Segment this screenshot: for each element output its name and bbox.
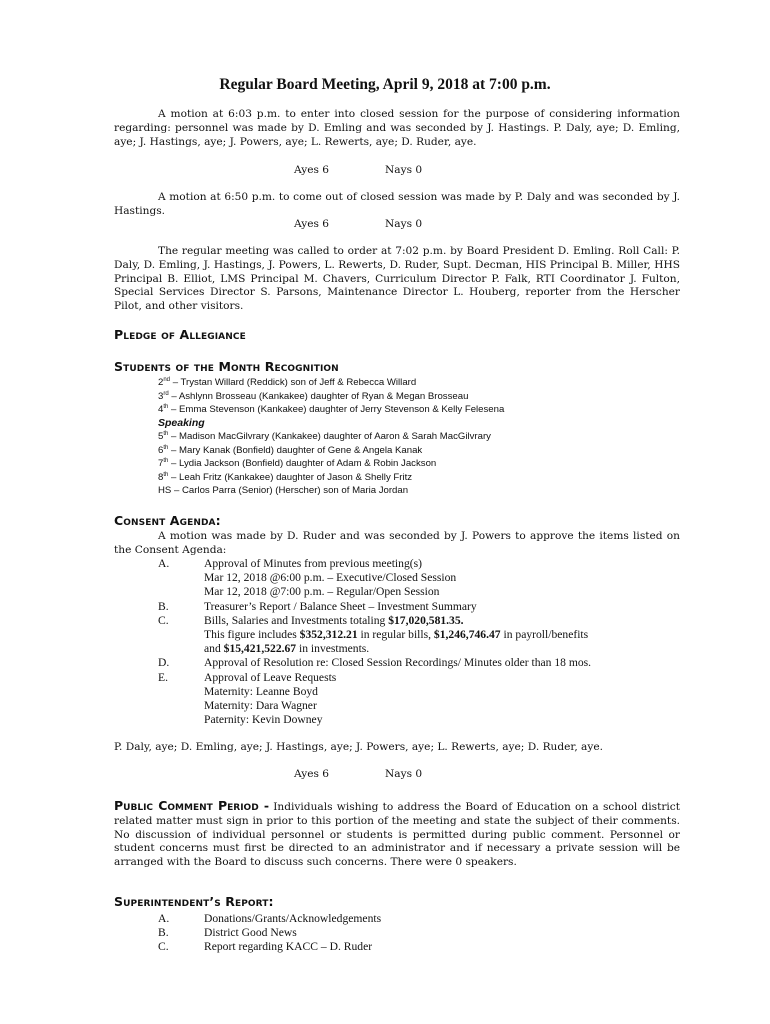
consent-items-list bbox=[158, 557, 688, 727]
call-to-order: The regular meeting was called to order at 7:02 p.m. by Board President D. Emling. Roll Call: P. Daly, D. Emling, J. Hastings, J. Powers, L. Rewerts, D. Ruder, Supt. Decman, HIS Principal B. Miller, HHS Principal B. Elliot, LMS Principal M. Chavers, Curriculum Director P. Falk, RTI Coordinator J. Fulton, Special Services Director S. Parsons, Maintenance Director L. Houberg, reporter from the Herscher Pilot, and other visitors. bbox=[114, 245, 680, 313]
pledge-heading: Pledge of Allegiance bbox=[114, 327, 246, 342]
open-session-motion: A motion at 6:50 p.m. to come out of closed session was made by P. Daly and was seconded by J. Hastings. bbox=[114, 191, 680, 217]
students-list bbox=[158, 376, 578, 498]
nays-count: Nays 0 bbox=[385, 768, 423, 780]
ayes-count: Ayes 6 bbox=[294, 164, 330, 176]
consent-item-b: B. Treasurer’s Report / Balance Sheet – Investment Summary bbox=[158, 599, 477, 613]
list-item: 3rd – Ashlynn Brosseau (Kankakee) daughter of Ryan & Megan Brosseau bbox=[158, 390, 469, 402]
speaking-label: Speaking bbox=[158, 416, 205, 429]
list-item: 4th – Emma Stevenson (Kankakee) daughter of Jerry Stevenson & Kelly Felesena bbox=[158, 404, 505, 415]
list-item: 8th – Leah Fritz (Kankakee) daughter of Jason & Shelly Fritz bbox=[158, 471, 413, 483]
nays-count: Nays 0 bbox=[385, 218, 423, 230]
consent-item-a: A. Approval of Minutes from previous meeting(s) Mar 12, 2018 @6:00 p.m. – Executive/Closed Session Mar 12, 2018 @7:00 p.m. – Regular/Open Session bbox=[158, 557, 457, 599]
list-item: 5th – Madison MacGilvrary (Kankakee) daughter of Aaron & Sarah MacGilvrary bbox=[158, 431, 491, 442]
vote-tally-3 bbox=[294, 768, 422, 780]
consent-agenda-heading: Consent Agenda: bbox=[114, 513, 221, 528]
list-item: 6th – Mary Kanak (Bonfield) daughter of Gene & Angela Kanak bbox=[158, 444, 423, 456]
consent-item-c: C. Bills, Salaries and Investments totaling $17,020,581.35. This figure includes $352,312.21 in regular bills, $1,246,746.47 in payroll/benefits and $15,421,522.67 in investments. bbox=[158, 613, 589, 656]
ayes-count: Ayes 6 bbox=[294, 768, 330, 780]
list-item: 2nd – Trystan Willard (Reddick) son of Jeff & Rebecca Willard bbox=[158, 377, 417, 388]
nays-count: Nays 0 bbox=[385, 164, 423, 176]
consent-motion: A motion was made by D. Ruder and was seconded by J. Powers to approve the items listed on the Consent Agenda: bbox=[114, 530, 680, 556]
ayes-count: Ayes 6 bbox=[294, 218, 330, 230]
superintendent-items-list bbox=[158, 912, 688, 955]
list-item: C. Report regarding KACC – D. Ruder bbox=[158, 940, 373, 954]
superintendent-heading: Superintendent’s Report: bbox=[114, 894, 274, 909]
consent-item-e: E. Approval of Leave Requests Maternity: Leanne Boyd Maternity: Dara Wagner Paternity: Kevin Downey bbox=[158, 670, 337, 727]
consent-item-d: D. Approval of Resolution re: Closed Session Recordings/ Minutes older than 18 mos. bbox=[158, 656, 592, 670]
list-item: A. Donations/Grants/Acknowledgements bbox=[158, 912, 382, 925]
list-item: 7th – Lydia Jackson (Bonfield) daughter of Adam & Robin Jackson bbox=[158, 458, 437, 469]
students-heading: Students of the Month Recognition bbox=[114, 359, 339, 374]
vote-tally-1 bbox=[294, 164, 422, 176]
consent-roll-call: P. Daly, aye; D. Emling, aye; J. Hastings, aye; J. Powers, aye; L. Rewerts, aye; D. Ruder, aye. bbox=[114, 741, 603, 753]
vote-tally-2 bbox=[294, 218, 422, 230]
public-comment-heading: Public Comment Period - bbox=[114, 798, 270, 813]
document-title: Regular Board Meeting, April 9, 2018 at 7:00 p.m. bbox=[219, 76, 551, 93]
list-item: HS – Carlos Parra (Senior) (Herscher) son of Maria Jordan bbox=[158, 485, 409, 496]
public-comment-section: Public Comment Period - Individuals wishing to address the Board of Education on a school district related matter must sign in prior to this portion of the meeting and state the subject of their comments. No discussion of individual personnel or students is permitted during public comment. Personnel or student concerns must first be directed to an administrator and if necessary a private session will be arranged with the Board to discuss such concerns. There were 0 speakers. bbox=[114, 798, 680, 869]
closed-session-motion: A motion at 6:03 p.m. to enter into closed session for the purpose of considering information regarding: personnel was made by D. Emling and was seconded by J. Hastings. P. Daly, aye; D. Emling, aye; J. Hastings, aye; J. Powers, aye; L. Rewerts, aye; D. Ruder, aye. bbox=[114, 108, 680, 148]
list-item: B. District Good News bbox=[158, 926, 297, 940]
